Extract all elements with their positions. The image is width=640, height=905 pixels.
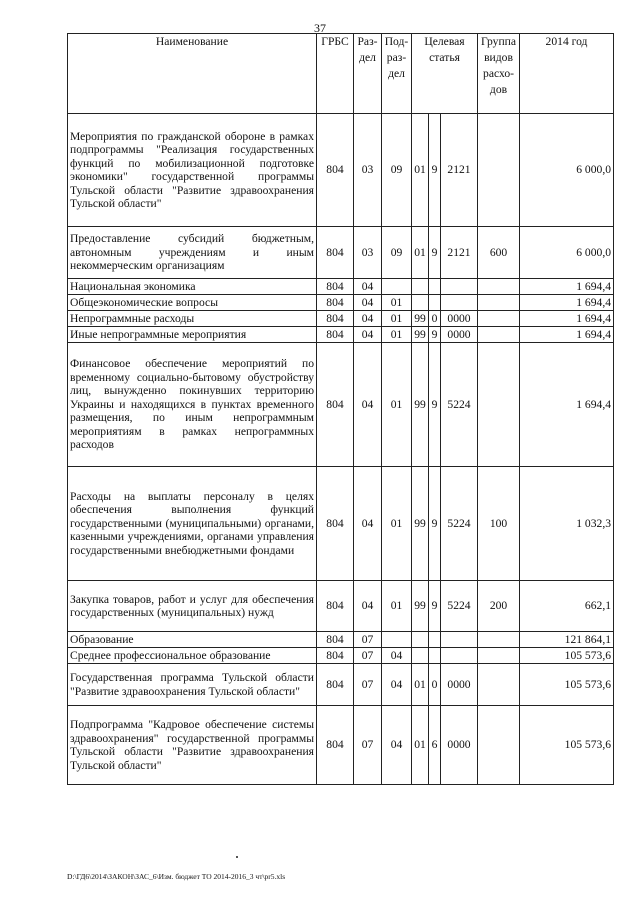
row-amount: 105 573,6: [520, 706, 614, 785]
row-razdel: 04: [354, 467, 382, 581]
row-target-code: 5224: [441, 581, 478, 632]
row-amount: 1 694,4: [520, 295, 614, 311]
row-name: Предоставление субсидий бюджетным, автономным учреждениям и иным некоммерческим организациям: [68, 227, 317, 279]
row-target-program: 99: [412, 327, 429, 343]
row-name: Национальная экономика: [68, 279, 317, 295]
table-row: [68, 327, 614, 343]
row-expense-group: [478, 343, 520, 467]
row-razdel: 04: [354, 343, 382, 467]
row-expense-group: [478, 664, 520, 706]
table-row: [68, 467, 614, 581]
row-name: Закупка товаров, работ и услуг для обеспечения государственных (муниципальных) нужд: [68, 581, 317, 632]
table-row: [68, 279, 614, 295]
table-row: [68, 706, 614, 785]
row-amount: 1 694,4: [520, 343, 614, 467]
row-razdel: 04: [354, 581, 382, 632]
row-target-code: 0000: [441, 311, 478, 327]
row-grbs: 804: [317, 648, 354, 664]
row-target-subprogram: [429, 632, 441, 648]
row-expense-group: [478, 295, 520, 311]
row-target-program: 99: [412, 343, 429, 467]
row-target-program: 99: [412, 311, 429, 327]
row-grbs: 804: [317, 114, 354, 227]
row-name: Образование: [68, 632, 317, 648]
row-expense-group: 200: [478, 581, 520, 632]
row-podrazdel: [382, 632, 412, 648]
budget-table: [67, 33, 614, 785]
row-grbs: 804: [317, 632, 354, 648]
row-podrazdel: 01: [382, 295, 412, 311]
row-target-subprogram: 9: [429, 227, 441, 279]
row-grbs: 804: [317, 295, 354, 311]
table-row: [68, 632, 614, 648]
table-row: [68, 581, 614, 632]
row-podrazdel: 04: [382, 648, 412, 664]
table-header: [68, 34, 614, 114]
row-razdel: 04: [354, 311, 382, 327]
row-grbs: 804: [317, 327, 354, 343]
row-amount: 6 000,0: [520, 227, 614, 279]
row-target-code: [441, 632, 478, 648]
table-row: [68, 343, 614, 467]
row-expense-group: 100: [478, 467, 520, 581]
row-podrazdel: 01: [382, 311, 412, 327]
row-podrazdel: 04: [382, 706, 412, 785]
row-podrazdel: [382, 279, 412, 295]
row-target-program: [412, 648, 429, 664]
row-amount: 1 694,4: [520, 279, 614, 295]
row-name: Государственная программа Тульской области "Развитие здравоохранения Тульской области": [68, 664, 317, 706]
row-name: Финансовое обеспечение мероприятий по временному социально-бытовому обустройству лиц, вынужденно покинувших территорию Украины и находящихся в пунктах временного размещения, по иным непрограммным мероприятиям в рамках непрограммных расходов: [68, 343, 317, 467]
row-name: Непрограммные расходы: [68, 311, 317, 327]
row-razdel: 07: [354, 706, 382, 785]
row-amount: 1 694,4: [520, 311, 614, 327]
row-amount: 105 573,6: [520, 664, 614, 706]
scan-dot: [236, 856, 238, 858]
header-grbs: ГРБС: [317, 34, 354, 114]
row-podrazdel: 01: [382, 581, 412, 632]
row-target-program: 01: [412, 227, 429, 279]
page-number: 37: [314, 21, 326, 35]
header-razdel: Раз- дел: [354, 34, 382, 114]
row-amount: 6 000,0: [520, 114, 614, 227]
header-name: Наименование: [68, 34, 317, 114]
row-razdel: 04: [354, 327, 382, 343]
row-target-code: 0000: [441, 706, 478, 785]
row-expense-group: [478, 706, 520, 785]
row-target-subprogram: 9: [429, 114, 441, 227]
row-name: Подпрограмма "Кадровое обеспечение системы здравоохранения" государственной программы Тульской области "Развитие здравоохранения Тульской области": [68, 706, 317, 785]
row-expense-group: [478, 279, 520, 295]
row-name: Расходы на выплаты персоналу в целях обеспечения выполнения функций государственными (муниципальными) органами, казенными учреждениями, органами управления государственными внебюджетными фондами: [68, 467, 317, 581]
row-amount: 1 032,3: [520, 467, 614, 581]
row-target-subprogram: 9: [429, 467, 441, 581]
row-grbs: 804: [317, 467, 354, 581]
row-target-program: 01: [412, 664, 429, 706]
row-target-code: [441, 648, 478, 664]
row-expense-group: [478, 311, 520, 327]
row-expense-group: [478, 114, 520, 227]
row-razdel: 07: [354, 664, 382, 706]
table-row: [68, 311, 614, 327]
header-podrazdel: Под- раз- дел: [382, 34, 412, 114]
row-grbs: 804: [317, 279, 354, 295]
row-grbs: 804: [317, 706, 354, 785]
row-target-subprogram: 0: [429, 664, 441, 706]
row-target-code: [441, 295, 478, 311]
table-row: [68, 295, 614, 311]
row-amount: 105 573,6: [520, 648, 614, 664]
row-expense-group: [478, 648, 520, 664]
row-target-subprogram: 9: [429, 327, 441, 343]
row-grbs: 804: [317, 581, 354, 632]
row-target-code: 0000: [441, 664, 478, 706]
row-podrazdel: 09: [382, 227, 412, 279]
row-razdel: 04: [354, 279, 382, 295]
row-target-code: [441, 279, 478, 295]
row-razdel: 07: [354, 632, 382, 648]
row-expense-group: [478, 327, 520, 343]
row-target-subprogram: 6: [429, 706, 441, 785]
row-target-program: [412, 295, 429, 311]
row-name: Мероприятия по гражданской обороне в рамках подпрограммы "Реализация государственных функций по мобилизационной подготовке экономики" государственной программы Тульской области "Развитие здравоохранения Тульской области": [68, 114, 317, 227]
footer-file-path: D:\ГД6\2014\ЗАКОН\ЗАС_6\Изм. бюджет ТО 2014-2016_3 чт\pr5.xls: [67, 872, 286, 881]
row-podrazdel: 04: [382, 664, 412, 706]
row-name: Общеэкономические вопросы: [68, 295, 317, 311]
table-row: [68, 648, 614, 664]
row-target-subprogram: [429, 279, 441, 295]
row-target-program: [412, 279, 429, 295]
table-row: [68, 114, 614, 227]
row-name: Среднее профессиональное образование: [68, 648, 317, 664]
row-target-subprogram: [429, 648, 441, 664]
row-amount: 121 864,1: [520, 632, 614, 648]
table-row: [68, 664, 614, 706]
row-expense-group: [478, 632, 520, 648]
row-target-subprogram: 9: [429, 581, 441, 632]
row-target-code: 2121: [441, 114, 478, 227]
row-razdel: 03: [354, 114, 382, 227]
row-target-code: 5224: [441, 467, 478, 581]
row-grbs: 804: [317, 227, 354, 279]
row-podrazdel: 01: [382, 343, 412, 467]
row-grbs: 804: [317, 664, 354, 706]
row-amount: 1 694,4: [520, 327, 614, 343]
row-target-code: 5224: [441, 343, 478, 467]
header-expense-group: Группа видов расхо- дов: [478, 34, 520, 114]
header-target-article: Целевая статья: [412, 34, 478, 114]
row-target-code: 0000: [441, 327, 478, 343]
row-target-program: [412, 632, 429, 648]
row-target-subprogram: 9: [429, 343, 441, 467]
row-razdel: 03: [354, 227, 382, 279]
row-target-subprogram: 0: [429, 311, 441, 327]
row-grbs: 804: [317, 343, 354, 467]
row-podrazdel: 01: [382, 467, 412, 581]
header-year: 2014 год: [520, 34, 614, 114]
row-amount: 662,1: [520, 581, 614, 632]
table-row: [68, 227, 614, 279]
row-target-program: 01: [412, 706, 429, 785]
row-grbs: 804: [317, 311, 354, 327]
row-target-program: 99: [412, 581, 429, 632]
row-target-program: 01: [412, 114, 429, 227]
row-razdel: 04: [354, 295, 382, 311]
row-razdel: 07: [354, 648, 382, 664]
row-podrazdel: 09: [382, 114, 412, 227]
row-target-subprogram: [429, 295, 441, 311]
row-podrazdel: 01: [382, 327, 412, 343]
row-expense-group: 600: [478, 227, 520, 279]
row-name: Иные непрограммные мероприятия: [68, 327, 317, 343]
row-target-program: 99: [412, 467, 429, 581]
row-target-code: 2121: [441, 227, 478, 279]
